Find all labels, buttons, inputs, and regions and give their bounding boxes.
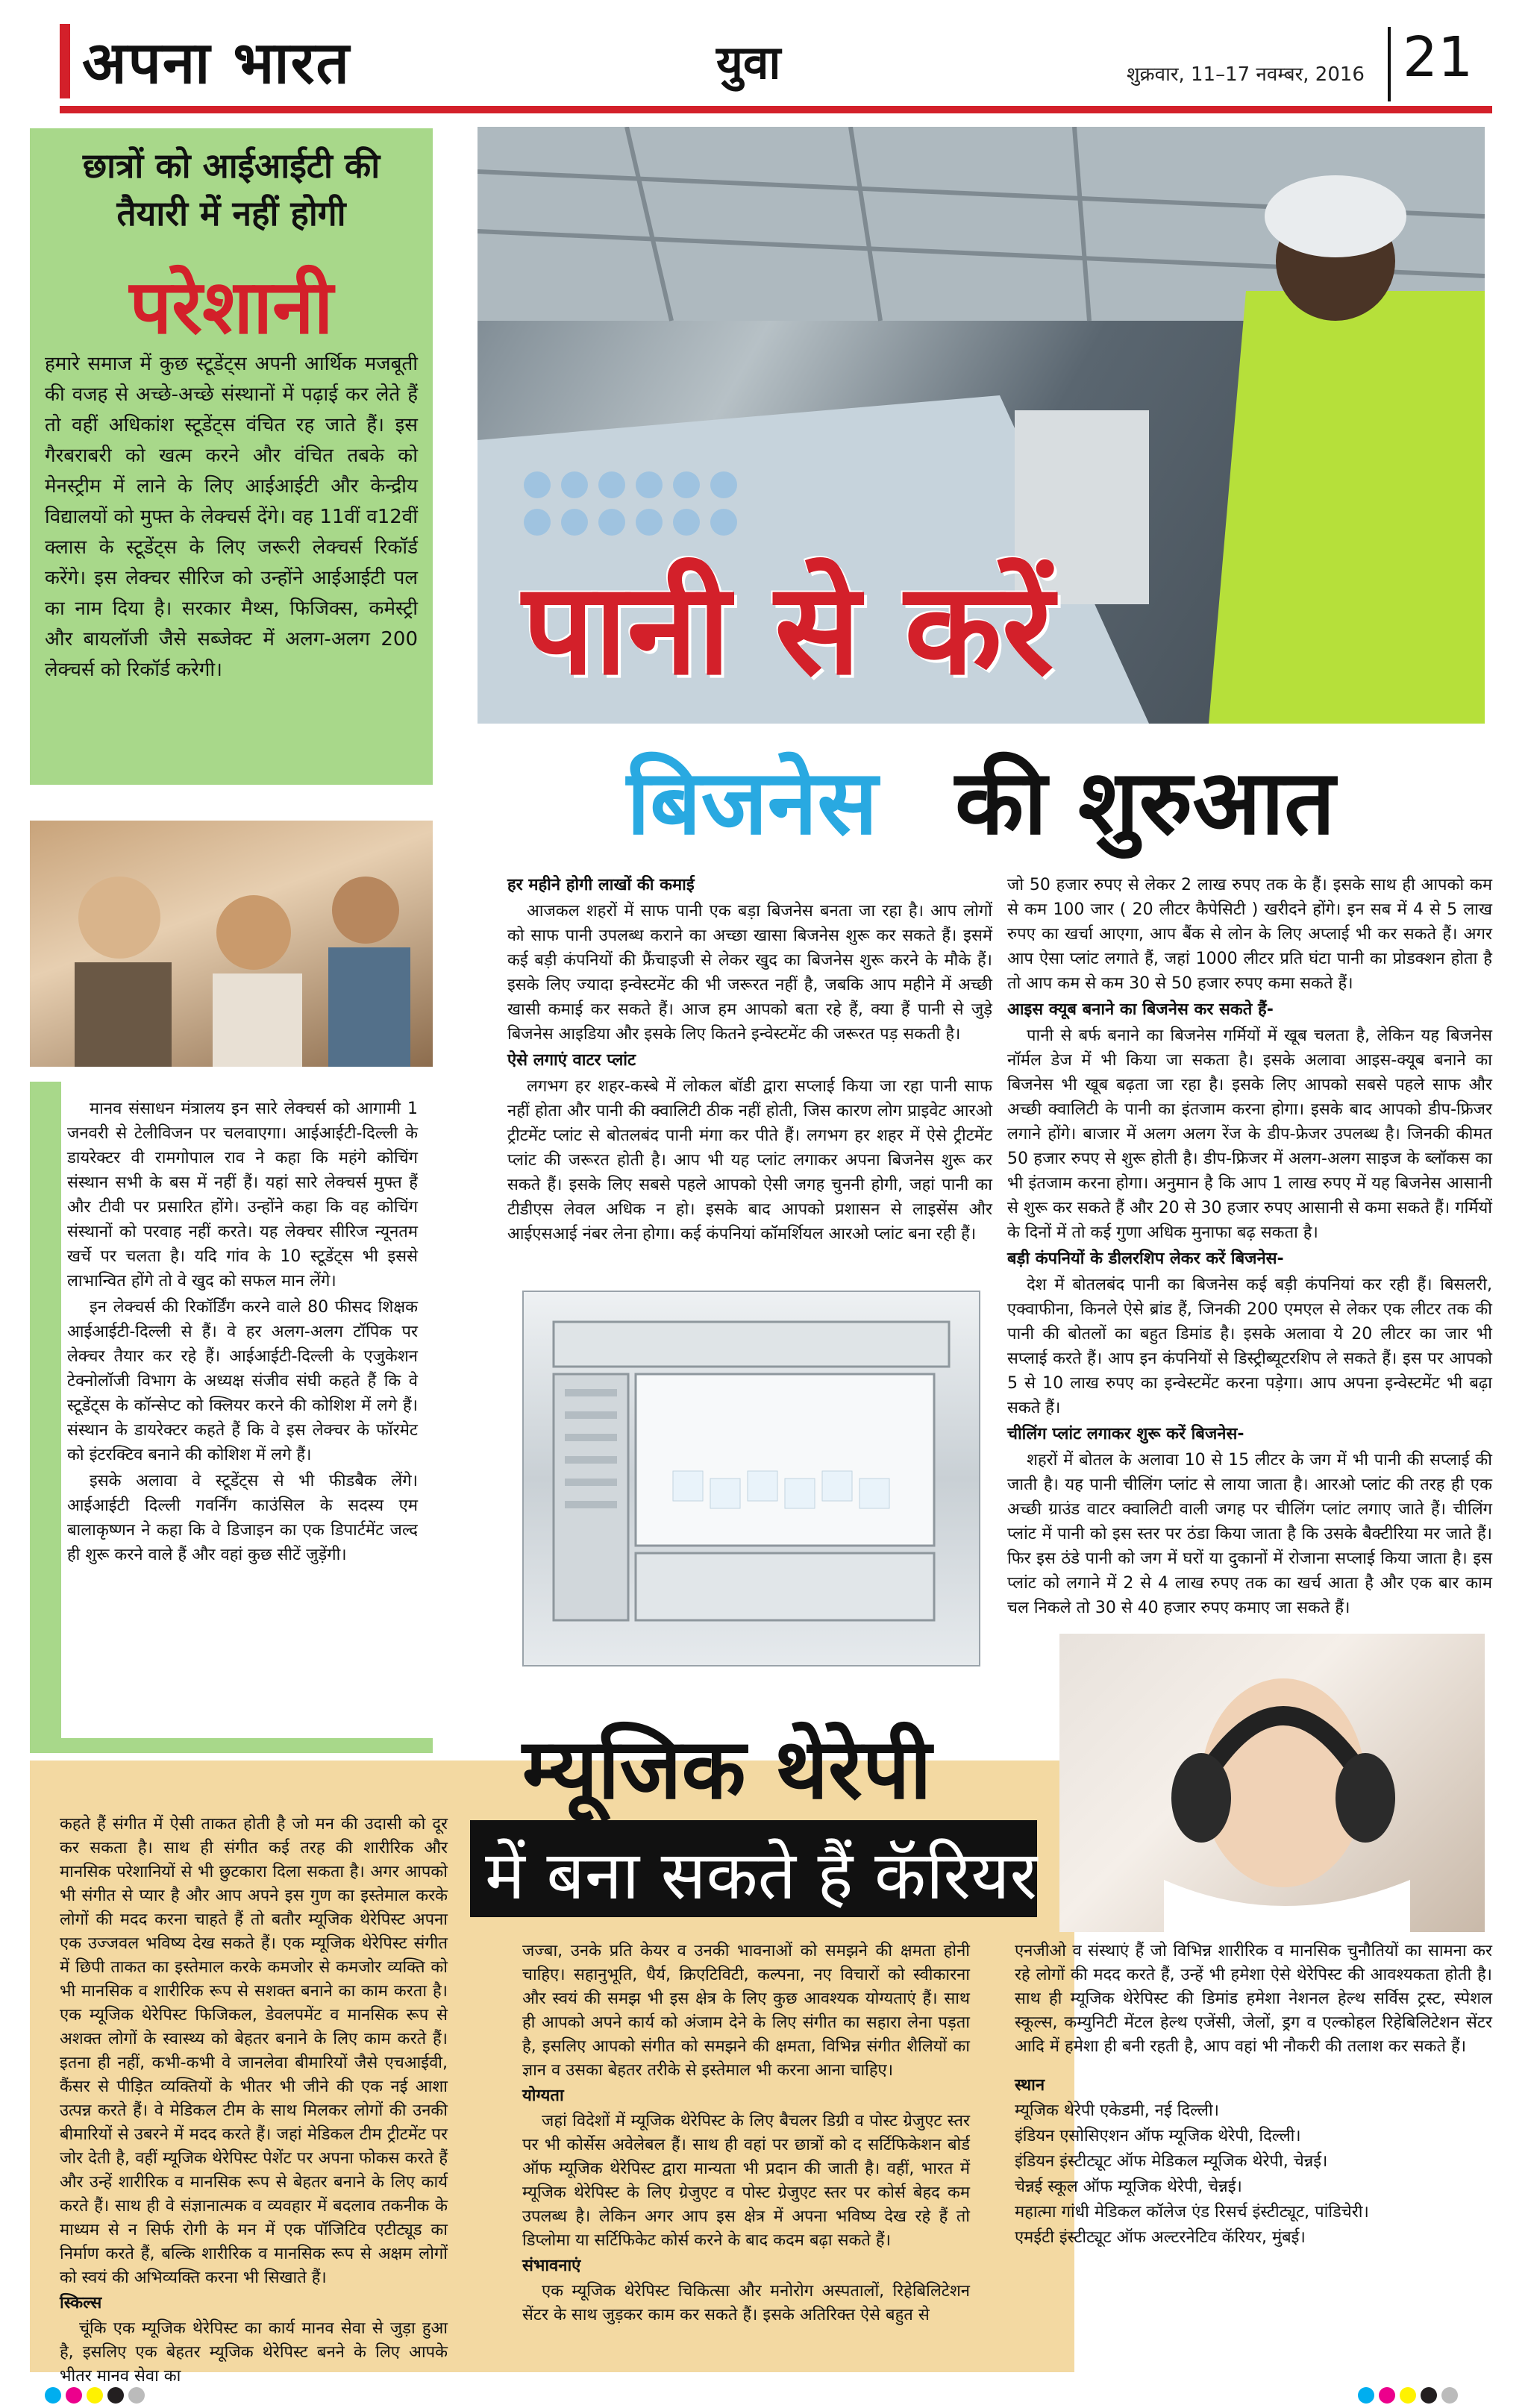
students-photo xyxy=(30,821,433,1067)
business-column-1 xyxy=(507,873,992,1248)
headphones-woman-photo xyxy=(1059,1634,1485,1932)
masthead-rule xyxy=(60,106,1492,113)
iit-headline-highlight: परेशानी xyxy=(129,263,334,351)
institute-list-item: इंडियन एसोसिएशन ऑफ म्यूजिक थेरेपी, दिल्ली। xyxy=(1015,2127,1301,2145)
institute-list-item: एमईटी इंस्टीट्यूट ऑफ अल्टरनेटिव कॅरियर, मुंबई। xyxy=(1015,2228,1306,2247)
business-subheading: हर महीने होगी लाखों की कमाई xyxy=(507,876,695,894)
iit-headline: छात्रों को आईआईटी की तैयारी में नहीं होगी xyxy=(82,145,381,233)
business-headline-main: पानी से करें xyxy=(522,556,1054,703)
music-subheading: स्किल्स xyxy=(60,2294,102,2313)
music-column-2 xyxy=(522,1940,970,2329)
ice-machine-photo xyxy=(522,1291,980,1667)
newspaper-brand: अपना भारत xyxy=(82,30,351,97)
lecture-paragraph: मानव संसाधन मंत्रालय इन सारे लेक्चर्स को आगामी 1 जनवरी से टेलीविजन पर चलवाएगा। आईआईटी-दिल्ली के डायरेक्टर वी रामगोपाल राव ने कहा कि महंगे कोचिंग संस्थान सभी के बस में नहीं हैं। यहां सारे लेक्चर्स मुफ्त हैं और टीवी पर प्रसारित होंगे। उन्होंने कहा कि वह कोचिंग संस्थानों को परवाह नहीं करते। यह लेक्चर सीरिज न्यूनतम खर्चे पर चलता है। यदि गांव के 10 स्टूडेंट्स भी इससे लाभान्वित होंगे तो वे खुद को सफल मान लेंगे। xyxy=(67,1100,418,1291)
music-column-1 xyxy=(60,1813,448,2390)
business-subheading: ऐसे लगाएं वाटर प्लांट xyxy=(507,1051,636,1070)
music-headline: म्यूजिक थेरेपी xyxy=(522,1721,932,1818)
music-paragraph: एनजीओ व संस्थाएं हैं जो विभिन्न शारीरिक व मानसिक चुनौतियों का सामना कर रहे लोगों की मदद करते हैं, उन्हें भी हमेशा ऐसे थेरेपिस्ट की आवश्यकता होती है। साथ ही म्यूजिक थेरेपिस्ट की डिमांड हमेशा नेशनल हेल्थ सर्विस ट्रस्ट, स्पेशल स्कूल्स, कम्युनिटी मेंटल हेल्थ एजेंसी, जेलों, ड्रग व एल्कोहल रिहेबिलिटेशन सेंटर आदि में हमेशा ही बनी रहती है, आप वहां भी नौकरी की तलाश कर सकते हैं। xyxy=(1015,1942,1492,2056)
business-paragraph: लगभग हर शहर-कस्बे में लोकल बॉडी द्वारा सप्लाई किया जा रहा पानी साफ नहीं होता और पानी की क्वालिटी ठीक नहीं होती, जिस कारण लोग प्राइवेट आरओ ट्रीटमेंट प्लांट से बोतलबंद पानी मंगा कर पीते हैं। लगभग हर शहर में ऐसे ट्रीटमेंट प्लांट की जरूरत होती है। आप भी यह प्लांट लगाकर अपना बिजनेस शुरू कर सकते हैं। इसके लिए सबसे पहले आपको ऐसी जगह चुननी होगी, जहां पानी का टीडीएस लेवल अधिक न हो। इसके बाद आपको प्रशासन से लाइसेंस और आईएसआई नंबर लेना होगा। कई कंपनियां कॉमर्शियल आरओ प्लांट बना रही हैं। xyxy=(507,1077,992,1244)
iit-intro-text: हमारे समाज में कुछ स्टूडेंट्स अपनी आर्थिक मजबूती की वजह से अच्छे-अच्छे संस्थानों में पढ़ाई कर लेते हैं तो वहीं अधिकांश स्टूडेंट्स वंचित रह जाते हैं। इस गैरबराबरी को खत्म करने और वंचित तबके को मेनस्ट्रीम में लाने के लिए आईआईटी और केन्द्रीय विद्यालयों को मुफ्त के लेक्चर्स देंगे। वह 11वीं व12वीं क्लास के स्टूडेंट्स के लिए जरूरी लेक्चर्स रिकॉर्ड करेंगे। इस लेक्चर सीरिज को उन्होंने आईआईटी पल का नाम दिया है। सरकार मैथ्स, फिजिक्स, कमेस्ट्री और बायलॉजी जैसे सब्जेक्ट में अलग-अलग 200 लेक्चर्स को रिकॉर्ड करेगी। xyxy=(45,353,418,681)
section-name: युवा xyxy=(716,35,781,90)
lecture-article-text xyxy=(67,1097,418,1569)
issue-date: शुक्रवार, 11–17 नवम्बर, 2016 xyxy=(1127,63,1365,86)
registration-dot xyxy=(128,2387,145,2404)
students-photo-illustration xyxy=(30,821,433,1067)
institute-list-item: म्यूजिक थेरेपी एकेडमी, नई दिल्ली। xyxy=(1015,2101,1219,2120)
registration-dot xyxy=(107,2387,124,2404)
page-number: 21 xyxy=(1403,25,1474,90)
business-subheading: बड़ी कंपनियों के डीलरशिप लेकर करें बिजनेस- xyxy=(1007,1250,1284,1268)
lecture-paragraph: इन लेक्चर्स की रिकॉर्डिंग करने वाले 80 फीसद शिक्षक आईआईटी-दिल्ली से हैं। वे हर अलग-अलग टॉपिक पर लेक्चर तैयार कर रहे हैं। आईआईटी-दिल्ली के एजुकेशन टेक्नोलॉजी विभाग के अध्यक्ष संजीव संघी कहते हैं कि वे स्टूडेंट्स के कॉन्सेप्ट को क्लियर करने की कोशिश में लगे हैं। संस्थान के डायरेक्टर कहते हैं कि वे इस लेक्चर के फॉरमेट को इंटरक्टिव बनाने की कोशिश में लगे हैं। xyxy=(67,1298,418,1464)
headphones-woman-illustration xyxy=(1059,1634,1485,1932)
music-column-3 xyxy=(1015,1940,1492,2251)
music-subheadline: में बना सकते हैं कॅरियर xyxy=(485,1837,1038,1915)
registration-dot xyxy=(1421,2387,1437,2404)
registration-dot xyxy=(1358,2387,1374,2404)
masthead xyxy=(0,0,1528,112)
registration-dot xyxy=(1400,2387,1416,2404)
business-paragraph: देश में बोतलबंद पानी का बिजनेस कई बड़ी कंपनियां कर रही हैं। बिसलरी, एक्वाफीना, किनले ऐसे ब्रांड हैं, जिनकी 200 एमएल से लेकर एक लीटर तक की पानी की बोतलों का बहुत डिमांड है। इसके अलावा ये 20 लीटर का जार भी सप्लाई करते हैं। आप इन कंपनियों से डिस्ट्रीब्यूटरशिप ले सकते हैं। इस पर आपको 5 से 10 लाख रुपए का इन्वेस्टमेंट करना पड़ेगा। आप अपना इन्वेस्टमेंट भी बढ़ा सकते हैं। xyxy=(1007,1276,1492,1417)
institute-list-item: महात्मा गांधी मेडिकल कॉलेज एंड रिसर्च इंस्टीट्यूट, पांडिचेरी। xyxy=(1015,2203,1369,2222)
registration-dot xyxy=(1441,2387,1458,2404)
ice-machine-illustration xyxy=(524,1292,979,1665)
registration-dot xyxy=(87,2387,103,2404)
music-paragraph: चूंकि एक म्यूजिक थेरेपिस्ट का कार्य मानव सेवा से जुड़ा हुआ है, इसलिए एक बेहतर म्यूजिक थेरेपिस्ट बनने के लिए आपके भीतर मानव सेवा का xyxy=(60,2319,448,2386)
business-paragraph: पानी से बर्फ बनाने का बिजनेस गर्मियों में खूब चलता है, लेकिन यह बिजनेस नॉर्मल डेज में भी किया जा सकता है। इसके अलावा आइस-क्यूब बनाने का बिजनेस भी खूब बढ़ता जा रहा है। इसके लिए आपको सबसे पहले साफ और अच्छी क्वालिटी के पानी का इंतजाम करना होगा। इसके बाद आपको डीप-फ्रिजर लगाने होंगे। बाजार में अलग अलग रेंज के डीप-फ्रेजर उपलब्ध है। जिनकी कीमत 50 हजार रुपए से शुरू होती है। डीप-फ्रिजर में अलग-अलग साइज के ब्लॉकस का भी इंतजाम करना होगा। अनुमान है कि आप 1 लाख रुपए में यह बिजनेस आसानी से शुरू कर सकते हैं और 20 से 30 हजार रुपए आसानी से कमा सकते हैं। गर्मियों के दिनों में तो कई गुणा अधिक मुनाफा बढ़ सकता है। xyxy=(1007,1026,1492,1242)
music-paragraph: कहते हैं संगीत में ऐसी ताकत होती है जो मन की उदासी को दूर कर सकता है। साथ ही संगीत कई तरह की शारीरिक और मानसिक परेशानियों से भी छुटकारा दिला सकता है। अगर आपको भी संगीत से प्यार है और आप अपने इस गुण का इस्तेमाल करके लोगों की मदद करना चाहते हैं तो बतौर म्यूजिक थेरेपिस्ट अपना एक उज्जवल भविष्य देख सकते हैं। एक म्यूजिक थेरेपिस्ट संगीत में छिपी ताकत का इस्तेमाल करके कमजोर से कमजोर व्यक्ति को भी मानसिक व शारीरिक रूप से सशक्त बनाने का काम करता है। एक म्यूजिक थेरेपिस्ट फिजिकल, डेवलपमेंट व मानसिक रूप से अशक्त लोगों के स्वास्थ्य को बेहतर बनाने के लिए काम करते हैं। इतना ही नहीं, कभी-कभी वे जानलेवा बीमारियों जैसे एचआईवी, कैंसर से पीड़ित व्यक्तियों के भीतर भी जीने की एक नई आशा उत्पन्न करते हैं। वे मेडिकल टीम के साथ मिलकर लोगों की उनकी बीमारियों से उबरने में मदद करते हैं। जहां मेडिकल टीम ट्रीटमेंट पर जोर देती है, वहीं म्यूजिक थेरेपिस्ट पेशेंट पर अपना फोकस करते हैं और उन्हें शारीरिक व मानसिक रूप से बेहतर बनाने के लिए कार्य करते हैं। साथ ही वे संज्ञानात्मक व व्यवहार में बदलाव तकनीक के माध्यम से न सिर्फ रोगी के मन में एक पॉजिटिव एटीट्यूड का निर्माण करते हैं, बल्कि शारीरिक व मानसिक रूप से अक्षम लोगों को स्वयं की अभिव्यक्ति करना भी सिखाते हैं। xyxy=(60,1815,448,2287)
business-headline-black: की शुरुआत xyxy=(955,751,1336,855)
institute-list-item: इंडियन इंस्टीट्यूट ऑफ मेडिकल म्यूजिक थेरेपी, चेन्नई। xyxy=(1015,2152,1328,2171)
business-paragraph: आजकल शहरों में साफ पानी एक बड़ा बिजनेस बनता जा रहा है। आप लोगों को साफ पानी उपलब्ध कराने का अच्छा खासा बिजनेस शुरू कर सकते हैं। इसमें कई बड़ी कंपनियों की फ्रैंचाइजी से लेकर खुद का बिजनेस शुरू करने के मौके हैं। इसके लिए ज्यादा इन्वेस्टमेंट की भी जरूरत नहीं है, जबकि आप महीने में अच्छी खासी कमाई कर सकते हैं। आज हम आपको बता रहे हैं, क्या हैं पानी से जुड़े बिजनेस आइडिया और इसके लिए कितने इन्वेस्टमेंट की जरूरत पड़ सकती है। xyxy=(507,902,992,1044)
registration-marks-left xyxy=(45,2387,149,2407)
music-subheading: योग्यता xyxy=(522,2086,564,2105)
music-subheading: संभावनाएं xyxy=(522,2257,581,2275)
business-column-2 xyxy=(1007,873,1492,1622)
institute-list-item: चेन्नई स्कूल ऑफ म्यूजिक थेरेपी, चेन्नई। xyxy=(1015,2177,1242,2196)
registration-dot xyxy=(1379,2387,1395,2404)
music-paragraph: एक म्यूजिक थेरेपिस्ट चिकित्सा और मनोरोग अस्पतालों, रिहेबिलिटेशन सेंटर के साथ जुड़कर काम कर सकते हैं। इसके अतिरिक्त ऐसे बहुत से xyxy=(522,2282,970,2324)
business-paragraph: जो 50 हजार रुपए से लेकर 2 लाख रुपए तक के हैं। इसके साथ ही आपको कम से कम 100 जार ( 20 लीटर कैपेसिटी ) खरीदने होंगे। इन सब में 4 से 5 लाख रुपए का खर्चा आएगा, आप बैंक से लोन के लिए अप्लाई भी कर सकते हैं। अगर आप ऐसा प्लांट लगाते हैं, जहां 1000 लीटर प्रति घंटा पानी का प्रोडक्शन होता है तो आप कम से कम 30 से 50 हजार रुपए कमा सकते हैं। xyxy=(1007,876,1492,993)
registration-dot xyxy=(66,2387,82,2404)
music-subheading: स्थान xyxy=(1015,2076,1045,2095)
registration-dot xyxy=(45,2387,61,2404)
music-paragraph: जज्बा, उनके प्रति केयर व उनकी भावनाओं को समझने की क्षमता होनी चाहिए। सहानुभूति, धैर्य, क्रिएटिविटी, कल्पना, नए विचारों को स्वीकारना और स्वयं की समझ भी इस क्षेत्र के लिए कुछ आवश्यक योग्यताएं हैं। साथ ही आपको अपने कार्य को अंजाम देने के लिए संगीत का सहारा लेना पड़ता है, इसलिए आपको संगीत को समझने की क्षमता, विभिन्न संगीत शैलियों का ज्ञान व उसका बेहतर तरीके से इस्तेमाल भी करना आना चाहिए। xyxy=(522,1942,970,2080)
page-number-divider xyxy=(1388,27,1391,101)
business-paragraph: शहरों में बोतल के अलावा 10 से 15 लीटर के जग में भी पानी की सप्लाई की जाती है। यह पानी चीलिंग प्लांट से लाया जाता है। आरओ प्लांट की तरह ही एक अच्छी ग्राउंड वाटर क्वालिटी वाली जगह पर चीलिंग प्लांट लगाए जाते हैं। चीलिंग प्लांट में पानी को इस स्तर पर ठंडा किया जाता है कि उसके बैक्टीरिया मर जाते हैं। फिर इस ठंडे पानी को जग में घरों या दुकानों में रोजाना सप्लाई किया जाता है। इस प्लांट को लगाने में 2 से 4 लाख रुपए तक का खर्च आता है और एक बार काम चल निकले तो 30 से 40 हजार रुपए कमाए जा सकते हैं। xyxy=(1007,1451,1492,1617)
business-subheading: चीलिंग प्लांट लगाकर शुरू करें बिजनेस- xyxy=(1007,1425,1244,1443)
lecture-paragraph: इसके अलावा वे स्टूडेंट्स से भी फीडबैक लेंगे। आईआईटी दिल्ली गवर्निंग काउंसिल के सदस्य एम बालाकृष्णन ने कहा कि वे डिजाइन का एक डिपार्टमेंट जल्द ही शुरू करने वाले हैं और वहां कुछ सीटें जुड़ेंगी। xyxy=(67,1472,418,1564)
business-subheading: आइस क्यूब बनाने का बिजनेस कर सकते हैं- xyxy=(1007,1000,1274,1019)
brand-accent-bar xyxy=(60,24,70,98)
music-paragraph: जहां विदेशों में म्यूजिक थेरेपिस्ट के लिए बैचलर डिग्री व पोस्ट ग्रेजुएट स्तर पर भी कोर्सेस अवेलेबल हैं। साथ ही वहां पर छात्रों को द सर्टिफिकेशन बोर्ड ऑफ म्यूजिक थेरेपिस्ट द्वारा मान्यता भी प्रदान की जाती है। वहीं, भारत में म्यूजिक थेरेपिस्ट के लिए ग्रेजुएट व पोस्ट ग्रेजुएट स्तर पर कोर्स बेहद कम उपलब्ध है। लेकिन अगर आप इस क्षेत्र में अपना भविष्य देख रहे हैं तो डिप्लोमा या सर्टिफिकेट कोर्स करने के बाद कदम बढ़ा सकते हैं। xyxy=(522,2112,970,2250)
registration-marks-right xyxy=(1358,2387,1462,2407)
business-headline-blue: बिजनेस xyxy=(627,751,878,855)
